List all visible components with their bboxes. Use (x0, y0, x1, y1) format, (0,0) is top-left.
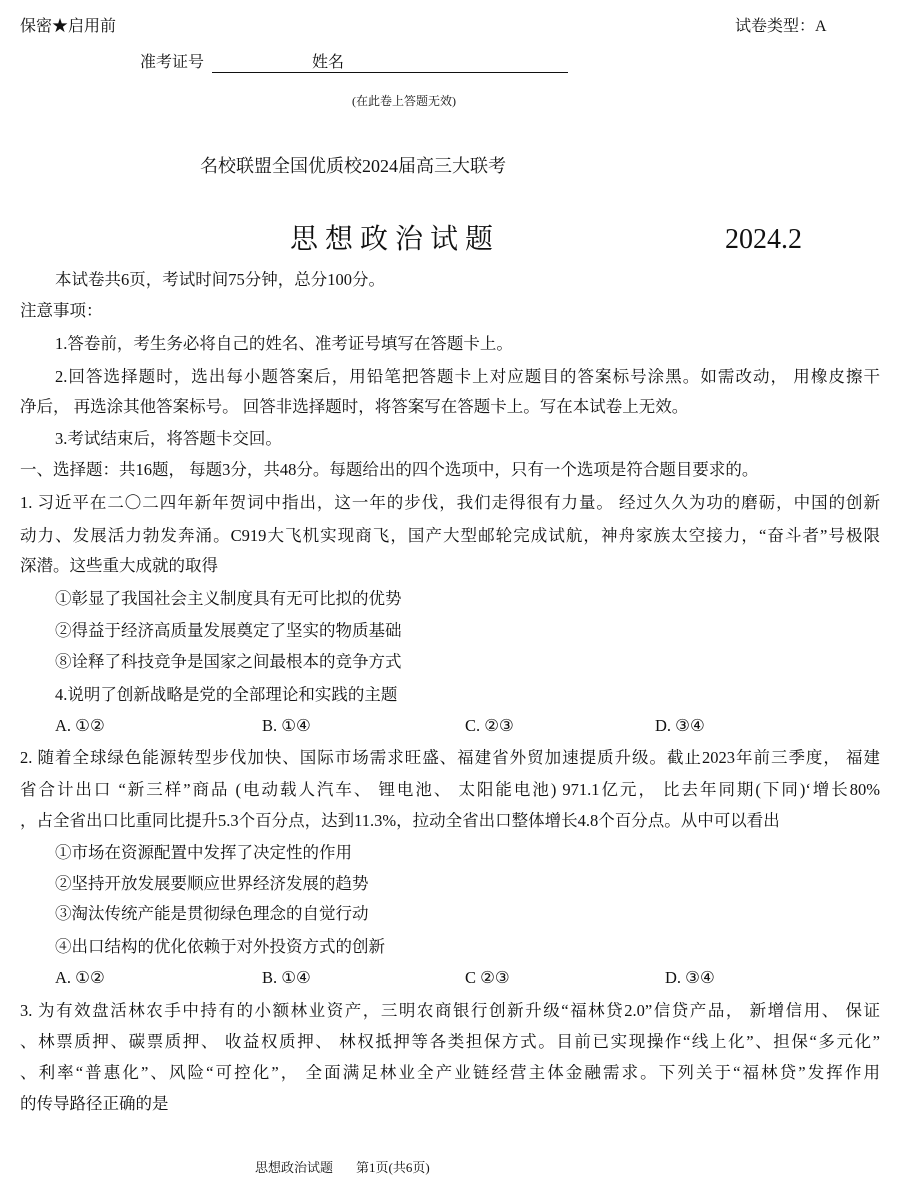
answer-option-a: A. ①② (55, 968, 105, 987)
notice-heading: 注意事项： (20, 301, 103, 320)
answer-option-a: A. ①② (55, 716, 105, 735)
question-stem-line: 2. 随着全球绿色能源转型步伐加快、国际市场需求旺盛、福建省外贸加速提质升级。截止2023年前三季度， 福建 (20, 748, 880, 767)
notice-line: 1.答卷前，考生务必将自己的姓名、准考证号填写在答题卡上。 (55, 334, 513, 353)
answer-option-b: B. ①④ (262, 716, 311, 735)
notice-line: 3.考试结束后，将答题卡交回。 (55, 429, 282, 448)
alliance-title: 名校联盟全国优质校2024届高三大联考 (200, 156, 506, 176)
candidate-number-label: 准考证号 (140, 54, 205, 71)
question-stem-line: 、利率“普惠化”、风险“可控化”， 全面满足林业全产业链经营主体金融需求。下列关于“福林贷”发挥作用 (20, 1063, 880, 1082)
exam-date: 2024.2 (725, 224, 802, 255)
footer-page-number: 第1页(共6页) (356, 1160, 430, 1175)
question-statement: ②坚持开放发展要顺应世界经济发展的趋势 (55, 874, 369, 893)
candidate-info-underline (212, 72, 568, 73)
confidential-mark: 保密★启用前 (20, 18, 117, 35)
answer-option-c: C. ②③ (465, 716, 514, 735)
question-stem-line: 省合计出口 “新三样”商品 (电动载人汽车、 锂电池、 太阳能电池) 971.1亿元， 比去年同期(下同)‘增长80% (20, 780, 880, 799)
answer-option-d: D. ③④ (655, 716, 705, 735)
question-stem-line: 的传导路径正确的是 (20, 1094, 169, 1113)
question-stem-line: 动力、发展活力勃发奔涌。C919大飞机实现商飞，国产大型邮轮完成试航，神舟家族太空接力，“奋斗者”号极限 (20, 526, 880, 545)
answer-invalid-note: (在此卷上答题无效) (352, 94, 456, 108)
question-statement: ②得益于经济高质量发展奠定了坚实的物质基础 (55, 621, 402, 640)
section-heading: 一、选择题：共16题， 每题3分，共48分。每题给出的四个选项中，只有一个选项是符合题目要求的。 (20, 460, 759, 479)
answer-option-c: C ②③ (465, 968, 510, 987)
question-stem-line: 深潜。这些重大成就的取得 (20, 556, 218, 575)
notice-line: 2.回答选择题时，选出每小题答案后，用铅笔把答题卡上对应题目的答案标号涂黑。如需改动， 用橡皮擦干 (55, 367, 880, 386)
notice-line: 净后， 再选涂其他答案标号。 回答非选择题时，将答案写在答题卡上。写在本试卷上无效。 (20, 397, 689, 416)
question-stem-line: 、林票质押、碳票质押、 收益权质押、 林权抵押等各类担保方式。目前已实现操作“线上化”、担保“多元化” (20, 1032, 880, 1051)
question-statement: ④出口结构的优化依赖于对外投资方式的创新 (55, 937, 385, 956)
question-statement: ①市场在资源配置中发挥了决定性的作用 (55, 843, 352, 862)
name-label: 姓名 (312, 54, 345, 71)
question-statement: ①彰显了我国社会主义制度具有无可比拟的优势 (55, 589, 402, 608)
subject-title: 思 想 政 治 试 题 (290, 224, 494, 255)
question-stem-line: ，占全省出口比重同比提升5.3个百分点，达到11.3%，拉动全省出口整体增长4.8个百分点。从中可以看出 (20, 811, 780, 830)
question-stem-line: 1. 习近平在二〇二四年新年贺词中指出，这一年的步伐，我们走得很有力量。 经过久久为功的磨砺，中国的创新 (20, 493, 880, 512)
question-statement: 4.说明了创新战略是党的全部理论和实践的主题 (55, 685, 398, 704)
answer-option-d: D. ③④ (665, 968, 715, 987)
exam-intro: 本试卷共6页，考试时间75分钟，总分100分。 (55, 270, 385, 289)
question-stem-line: 3. 为有效盘活林农手中持有的小额林业资产，三明农商银行创新升级“福林贷2.0”信贷产品， 新增信用、 保证 (20, 1001, 880, 1020)
paper-type: 试卷类型：A (735, 18, 827, 35)
question-statement: ③淘汰传统产能是贯彻绿色理念的自觉行动 (55, 904, 369, 923)
answer-option-b: B. ①④ (262, 968, 311, 987)
footer-subject: 思想政治试题 (255, 1160, 334, 1175)
question-statement: ⑧诠释了科技竞争是国家之间最根本的竞争方式 (55, 652, 402, 671)
